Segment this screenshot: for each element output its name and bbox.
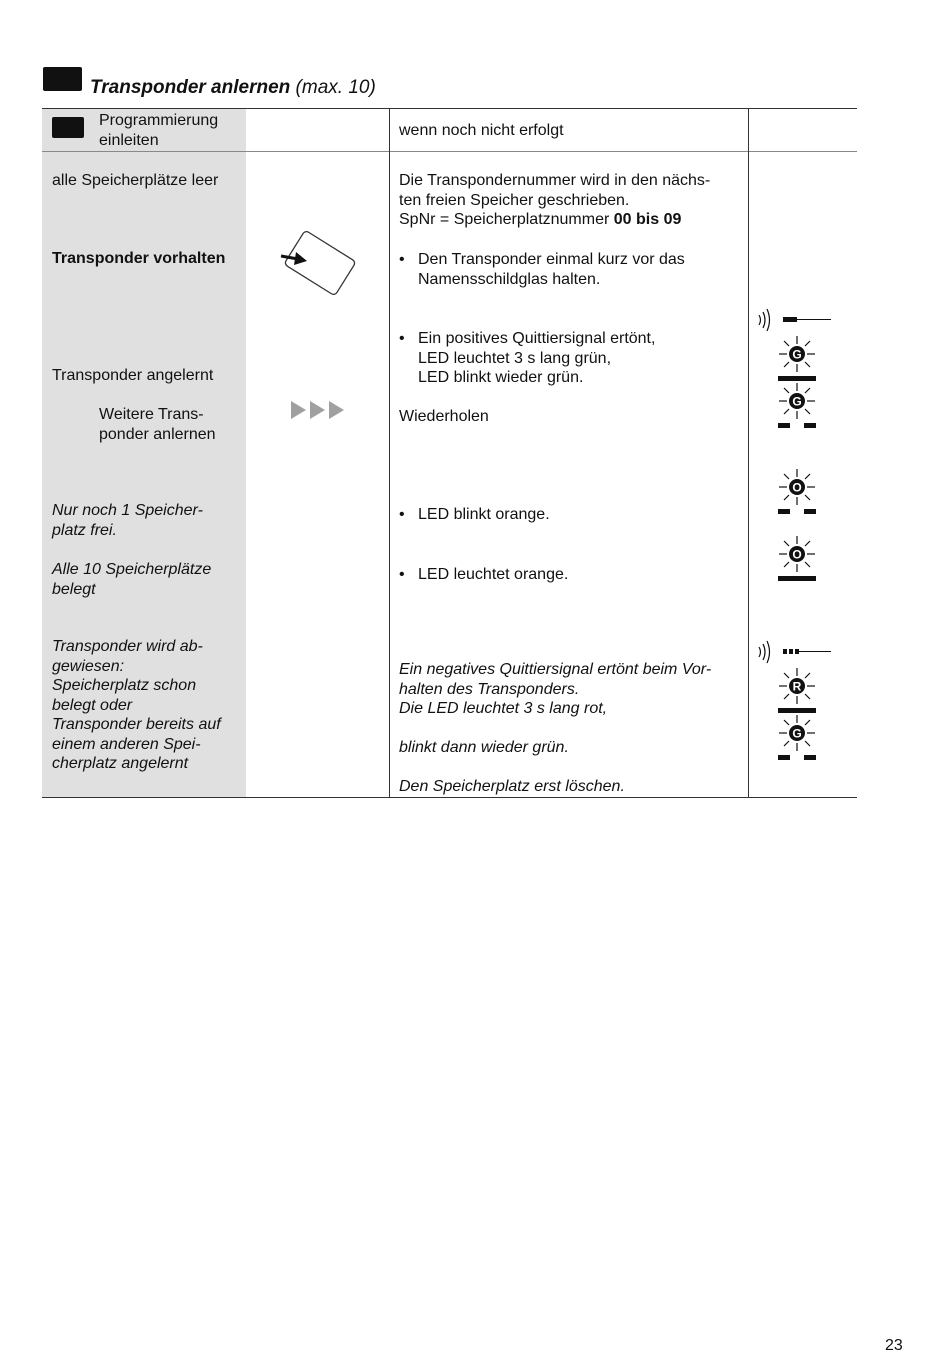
led-icon [776, 383, 818, 431]
column-divider-1 [389, 108, 390, 798]
label-rejected-line: belegt oder [52, 696, 133, 714]
header-label-line1: Programmierung [99, 112, 219, 129]
label-transponder-learned: Transponder angelernt [52, 367, 214, 384]
bullet-hold-line1: Den Transponder einmal kurz vor das [418, 251, 685, 268]
desc-rejected-line2: halten des Transponders. [399, 680, 580, 698]
column-divider-2 [748, 108, 749, 798]
label-all-full-line2: belegt [52, 580, 96, 598]
label-rejected-line: cherplatz angelernt [52, 755, 189, 772]
label-rejected-line: Transponder bereits auf [52, 716, 221, 733]
table-bottom-rule [42, 797, 857, 798]
led-letter: R [792, 679, 802, 694]
led-letter: O [792, 547, 802, 562]
label-one-left-line2: platz frei. [52, 521, 117, 539]
desc-all-empty-line3-prefix: SpNr = Speicherplatznummer [399, 211, 614, 228]
section-title-bold: Transponder anlernen [90, 77, 291, 98]
desc-rejected [399, 660, 711, 797]
bullet-hold-line2: Namensschildglas halten. [418, 270, 601, 288]
bullet-dot: • [399, 566, 405, 583]
program-key-small-icon [52, 117, 84, 138]
led-letter: O [792, 480, 802, 495]
label-all-empty: alle Speicherplätze leer [52, 172, 219, 189]
led-icon [776, 469, 818, 517]
bullet-all-full-text: LED leuchtet orange. [418, 566, 569, 583]
led-icon [776, 536, 818, 584]
bullet-learned-text [418, 329, 655, 388]
bullet-learned-line3: LED blinkt wieder grün. [418, 369, 584, 386]
table-top-rule [42, 108, 857, 109]
bullet-learned-line2: LED leuchtet 3 s lang grün, [418, 349, 612, 367]
led-icon [776, 715, 818, 763]
bullet-dot: • [399, 506, 405, 523]
desc-all-empty-range: 00 bis 09 [613, 211, 682, 228]
led-icon [776, 668, 818, 716]
led-icon [776, 336, 818, 384]
desc-all-empty-line3 [399, 210, 710, 230]
label-rejected-line: Speicherplatz schon [52, 677, 197, 694]
page-number: 23 [885, 1337, 903, 1354]
desc-all-empty-line1: Die Transpondernummer wird in den nächs- [399, 172, 711, 189]
header-description: wenn noch nicht erfolgt [399, 122, 564, 139]
label-all-full [52, 560, 211, 599]
label-one-left-line1: Nur noch 1 Speicher- [52, 502, 203, 519]
desc-repeat: Wiederholen [399, 408, 489, 425]
bullet-dot: • [399, 330, 405, 347]
label-rejected-line: gewiesen: [52, 657, 125, 675]
transponder-card-icon [278, 225, 358, 300]
header-label [99, 111, 218, 150]
header-row-rule [42, 151, 857, 152]
positive-beep-icon [755, 307, 835, 335]
label-more-transponders [99, 405, 216, 444]
label-one-left [52, 501, 203, 540]
bullet-dot: • [399, 251, 405, 268]
section-title-suffix: (max. 10) [295, 77, 376, 98]
desc-rejected-line4: blinkt dann wieder grün. [399, 739, 569, 756]
desc-all-empty [399, 171, 710, 230]
label-more-line2: ponder anlernen [99, 425, 216, 443]
label-more-line1: Weitere Trans- [99, 406, 204, 423]
bullet-hold-text [418, 250, 685, 289]
section-title [90, 77, 376, 99]
label-rejected-line: Transponder wird ab- [52, 638, 203, 655]
negative-beep-icon [755, 639, 835, 667]
label-rejected-line: einem anderen Spei- [52, 735, 201, 753]
bullet-one-left-text: LED blinkt orange. [418, 506, 550, 523]
led-letter: G [792, 726, 802, 741]
desc-rejected-line5: Den Speicherplatz erst löschen. [399, 778, 625, 795]
header-label-line2: einleiten [99, 131, 159, 149]
desc-rejected-line1: Ein negatives Quittiersignal ertönt beim Vor- [399, 661, 712, 678]
label-rejected [52, 637, 221, 774]
bullet-learned-line1: Ein positives Quittiersignal ertönt, [418, 330, 656, 347]
label-hold-transponder: Transponder vorhalten [52, 250, 226, 267]
desc-rejected-line3: Die LED leuchtet 3 s lang rot, [399, 700, 608, 717]
led-letter: G [792, 394, 802, 409]
repeat-arrows-icon [290, 399, 348, 421]
label-all-full-line1: Alle 10 Speicherplätze [52, 561, 212, 578]
desc-all-empty-line2: ten freien Speicher geschrieben. [399, 191, 630, 209]
program-key-icon [43, 67, 82, 91]
led-letter: G [792, 347, 802, 362]
